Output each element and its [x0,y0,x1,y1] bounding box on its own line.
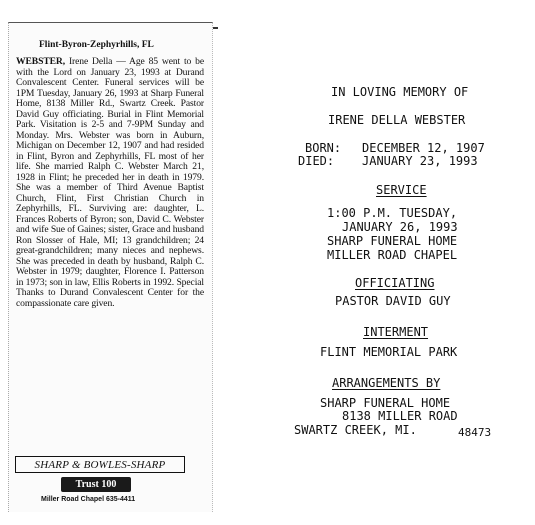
clipping-heading: Flint-Byron-Zephyrhills, FL [39,40,154,50]
ad-funeral-home-name: SHARP & BOWLES-SHARP [15,456,185,473]
born-label: BORN: [305,141,342,155]
arrangements-city: SWARTZ CREEK, MI. [294,423,417,437]
service-place: SHARP FUNERAL HOME [327,234,458,248]
died-date: JANUARY 23, 1993 [362,154,478,168]
arrangements-street: 8138 MILLER ROAD [342,409,458,423]
memory-line: IN LOVING MEMORY OF [331,85,469,99]
funeral-home-ad [15,456,183,509]
born-date: DECEMBER 12, 1907 [362,141,485,155]
obituary-clipping [8,22,213,512]
officiating-heading: OFFICIATING [355,276,435,290]
obituary-text [16,57,204,309]
ad-trust-logo: Trust 100 [61,477,131,492]
obituary-body: Irene Della — Age 85 went to be with the Lord on January 23, 1993 at Durand Convalescent Center. Funeral services will be 1PM Tuesday, January 26, 1993 at Sharp Funeral Home, 8138 Miller Rd., Swartz Creek. Pastor David Guy officiating. Burial in Flint Memorial Park. Visitation is 2-5 and 7-9PM Sunday and Monday. Mrs. Webster was born in Auburn, Michigan on December 12, 1907 and had resided in Flint, Byron and Zephyrhills, FL most of her life. She married Ralph C. Webster March 21, 1928 in Flint; he preceded her in death in 1979. She was a member of Third Avenue Baptist Church, Flint, First Christian Church in Zephyrhills, FL. Surviving are: daughter, L. Frances Roberts of Byron; son, David C. Webster and wife Sue of Gaines; sister, Grace and husband Ron Slosser of Hale, MI; 13 grandchildren; 24 great-grandchildren; many nieces and nephews. She was preceded in death by husband, Ralph C. Webster in 1979; daughter, Florence I. Patterson in 1973; son in law, Ellis Roberts in 1992. Special Thanks to Durand Convalescent Center for the compassionate care given. [16,56,204,309]
arrangements-name: SHARP FUNERAL HOME [320,396,451,410]
interment-heading: INTERMENT [363,325,429,339]
arrangements-zip: 48473 [458,426,492,439]
deceased-name: IRENE DELLA WEBSTER [328,113,466,127]
interment-place: FLINT MEMORIAL PARK [320,345,458,359]
service-time: 1:00 P.M. TUESDAY, [327,206,458,220]
arrangements-heading: ARRANGEMENTS BY [332,376,441,390]
died-label: DIED: [298,154,335,168]
service-chapel: MILLER ROAD CHAPEL [327,248,458,262]
service-heading: SERVICE [376,183,427,197]
obituary-surname: WEBSTER, [16,56,66,67]
service-date: JANUARY 26, 1993 [342,220,458,234]
officiant-name: PASTOR DAVID GUY [335,294,451,308]
ad-chapel-phone: Miller Road Chapel 635-4411 [41,496,136,503]
